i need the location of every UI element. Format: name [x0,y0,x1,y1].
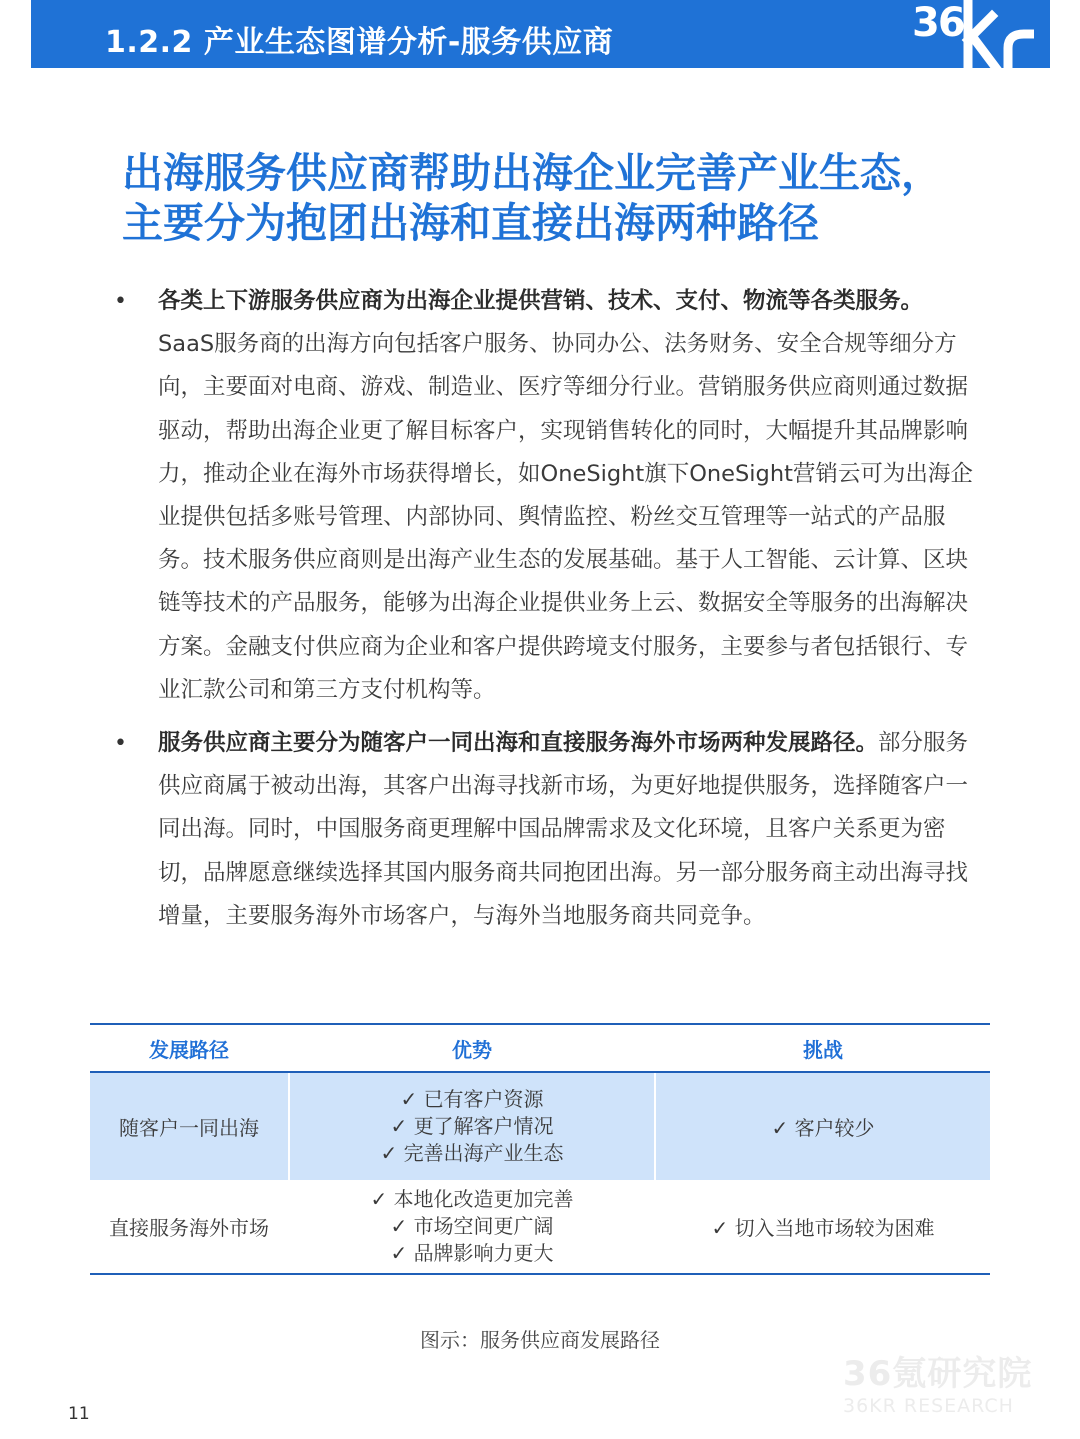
check-item: ✓ 市场空间更广阔 [390,1213,553,1240]
header-path: 发展路径 [149,1037,229,1062]
challenge-cell [656,1073,990,1180]
advantages-cell [288,1073,656,1180]
heading-line-2: 主要分为抱团出海和直接出海两种路径 [122,199,819,247]
bullet-text: SaaS服务商的出海方向包括客户服务、协同办公、法务财务、安全合规等细分方向，主要面对电商、游戏、制造业、医疗等细分行业。营销服务供应商则通过数据驱动，帮助出海企业更了解目标客户，实现销售转化的同时，大幅提升其品牌影响力，推动企业在海外市场获得增长，如OneSight旗下OneSight营销云可为出海企业提供包括多账号管理、内部协同、舆情监控、粉丝交互管理等一站式的产品服务。技术服务供应商则是出海产业生态的发展基础。基于人工智能、云计算、区块链等技术的产品服务，能够为出海企业提供业务上云、数据安全等服务的出海解决方案。金融支付供应商为企业和客户提供跨境支付服务，主要参与者包括银行、专业汇款公司和第三方支付机构等。 [158,331,973,703]
table-header [90,1025,990,1073]
header-advantages: 优势 [452,1037,492,1062]
table-row [90,1073,990,1180]
watermark [843,1354,1032,1418]
check-item: ✓ 更了解客户情况 [390,1113,553,1140]
figure-caption: 图示：服务供应商发展路径 [420,1328,660,1352]
check-item: ✓ 客户较少 [771,1112,874,1141]
36kr-logo [910,0,1050,72]
check-item: ✓ 完善出海产业生态 [380,1140,563,1167]
challenge-cell [656,1180,990,1273]
path-cell: 随客户一同出海 [119,1116,259,1140]
bullet-lead: 各类上下游服务供应商为出海企业提供营销、技术、支付、物流等各类服务。 [158,288,924,314]
bullet-item [114,280,974,712]
svg-text:36: 36 [912,0,964,46]
path-cell: 直接服务海外市场 [109,1216,269,1240]
bullet-dot-icon: • [114,289,127,314]
table-row [90,1180,990,1273]
watermark-en: 36KR RESEARCH [843,1395,1014,1417]
header-challenges: 挑战 [803,1037,843,1062]
development-path-table [90,1023,990,1275]
header-bar [31,0,1050,68]
section-title: 1.2.2 产业生态图谱分析-服务供应商 [105,25,614,60]
bullet-list [114,280,974,938]
bullet-text: 部分服务供应商属于被动出海，其客户出海寻找新市场，为更好地提供服务，选择随客户一同出海。同时，中国服务商更理解中国品牌需求及文化环境，且客户关系更为密切，品牌愿意继续选择其国内服务商共同抱团出海。另一部分服务商主动出海寻找增量，主要服务海外市场客户，与海外当地服务商共同竞争。 [158,730,969,929]
watermark-cn: 36氪研究院 [843,1354,1033,1394]
advantages-cell [288,1180,656,1273]
check-item: ✓ 已有客户资源 [400,1086,543,1113]
check-item: ✓ 切入当地市场较为困难 [711,1212,934,1241]
bullet-lead: 服务供应商主要分为随客户一同出海和直接服务海外市场两种发展路径。 [158,730,879,757]
check-item: ✓ 品牌影响力更大 [390,1240,553,1267]
bullet-item [114,722,974,938]
check-item: ✓ 本地化改造更加完善 [370,1186,573,1213]
bullet-dot-icon: • [114,731,127,757]
heading-line-1: 出海服务供应商帮助出海企业完善产业生态， [122,149,942,197]
page-heading [122,148,1022,248]
page-number: 11 [68,1404,90,1424]
